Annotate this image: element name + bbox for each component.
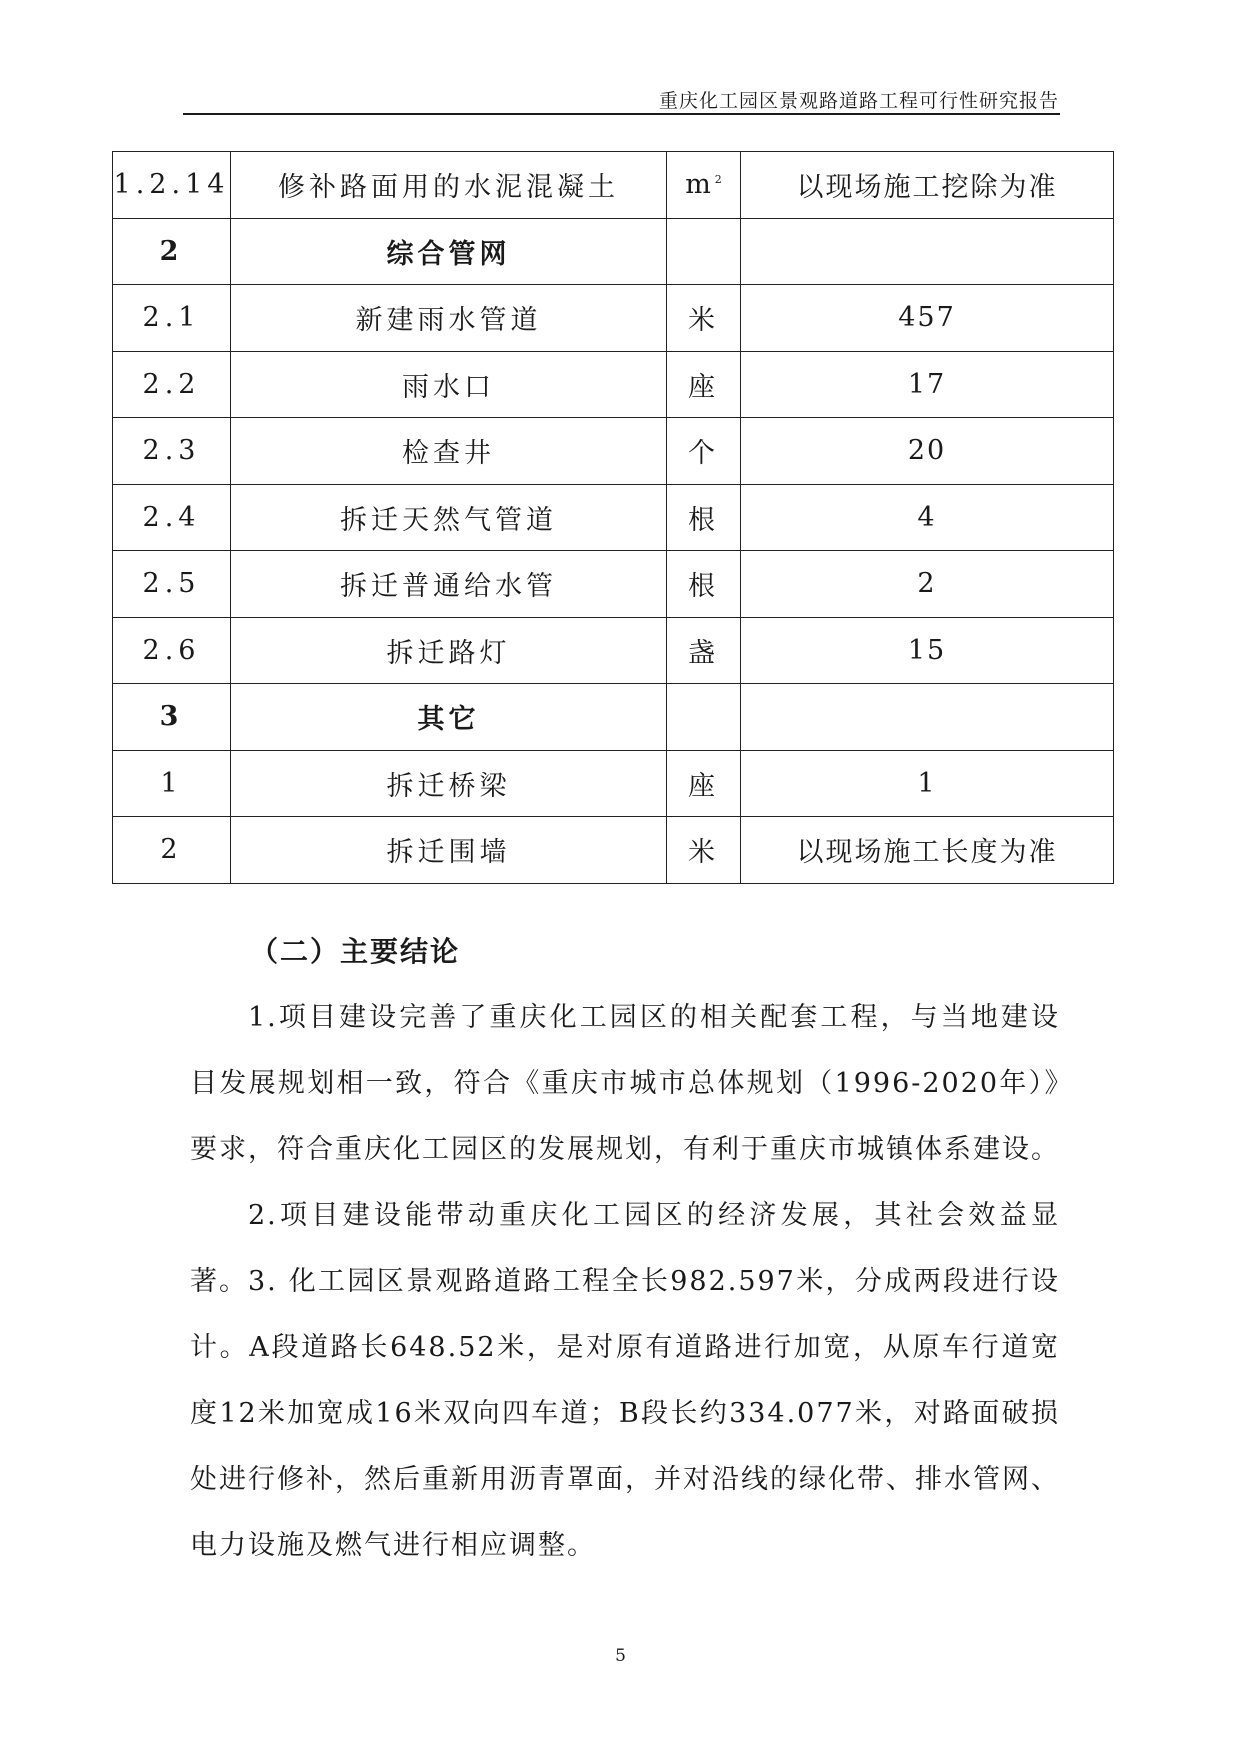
table-row <box>113 684 1114 751</box>
item-name-cell: 新建雨水管道 <box>231 285 667 352</box>
quantity-cell: 1 <box>741 750 1114 817</box>
item-number-cell: 2 <box>113 817 231 884</box>
unit-cell <box>667 285 741 352</box>
table-row <box>113 285 1114 352</box>
item-number-cell: 2.3 <box>113 418 231 485</box>
quantity-cell: 15 <box>741 617 1114 684</box>
table-row <box>113 484 1114 551</box>
quantity-cell: 以现场施工挖除为准 <box>741 152 1114 219</box>
item-number-cell: 2.6 <box>113 617 231 684</box>
item-name-cell: 修补路面用的水泥混凝土 <box>231 152 667 219</box>
item-number-cell: 1.2.14 <box>113 152 231 219</box>
unit-cell <box>667 152 741 219</box>
conclusion-text-2: 2.项目建设能带动重庆化工园区的经济发展，其社会效益显著。 <box>190 1200 1060 1297</box>
table-row <box>113 152 1114 219</box>
unit-cell <box>667 551 741 618</box>
conclusion-paragraph-3 <box>190 1249 1060 1579</box>
item-name-cell: 拆迁普通给水管 <box>231 551 667 618</box>
quantity-cell: 2 <box>741 551 1114 618</box>
page-number: 5 <box>615 1646 626 1666</box>
item-number-cell: 2.2 <box>113 351 231 418</box>
quantity-cell <box>741 218 1114 285</box>
unit-text: 米 <box>688 837 719 869</box>
item-number-cell: 2 <box>113 218 231 285</box>
item-name-cell: 拆迁路灯 <box>231 617 667 684</box>
unit-cell <box>667 750 741 817</box>
item-number-cell: 2.4 <box>113 484 231 551</box>
table-row <box>113 617 1114 684</box>
quantities-table <box>112 151 1114 884</box>
item-number-cell: 1 <box>113 750 231 817</box>
table-row <box>113 218 1114 285</box>
unit-cell <box>667 684 741 751</box>
conclusion-text-1: 1.项目建设完善了重庆化工园区的相关配套工程，与当地建设目发展规划相一致，符合《重庆市城市总体规划（1996-2020年）》要求，符合重庆化工园区的发展规划，有利于重庆市城镇体系建设。 <box>190 1002 1060 1165</box>
unit-cell <box>667 617 741 684</box>
item-name-cell: 检查井 <box>231 418 667 485</box>
conclusion-paragraph-1 <box>190 985 1060 1183</box>
unit-text: 座 <box>688 770 719 802</box>
quantity-cell <box>741 684 1114 751</box>
item-name-cell: 拆迁围墙 <box>231 817 667 884</box>
unit-text: 个 <box>688 438 719 470</box>
unit-text: 米 <box>688 305 719 337</box>
unit-cell <box>667 351 741 418</box>
item-name-cell: 综合管网 <box>231 218 667 285</box>
unit-superscript: 2 <box>714 173 722 187</box>
section-heading: （二）主要结论 <box>250 935 461 968</box>
item-name-cell: 拆迁天然气管道 <box>231 484 667 551</box>
item-number-cell: 2.5 <box>113 551 231 618</box>
item-number-cell: 2.1 <box>113 285 231 352</box>
item-name-cell: 雨水口 <box>231 351 667 418</box>
quantity-cell: 17 <box>741 351 1114 418</box>
unit-text: 根 <box>688 504 719 536</box>
item-name-cell: 拆迁桥梁 <box>231 750 667 817</box>
unit-cell <box>667 817 741 884</box>
unit-text: m <box>685 169 715 201</box>
running-header-title: 重庆化工园区景观路道路工程可行性研究报告 <box>658 90 1059 112</box>
unit-text: 根 <box>688 571 719 603</box>
header-rule <box>183 113 1060 115</box>
quantity-cell: 以现场施工长度为准 <box>741 817 1114 884</box>
item-number-cell: 3 <box>113 684 231 751</box>
quantity-cell: 457 <box>741 285 1114 352</box>
table-row <box>113 750 1114 817</box>
table-body <box>113 152 1114 884</box>
table-row <box>113 551 1114 618</box>
unit-cell <box>667 484 741 551</box>
quantity-cell: 20 <box>741 418 1114 485</box>
quantity-cell: 4 <box>741 484 1114 551</box>
table-row <box>113 418 1114 485</box>
conclusion-text-3: 3. 化工园区景观路道路工程全长982.597米，分成两段进行设计。A段道路长648.52米，是对原有道路进行加宽，从原车行道宽度12米加宽成16米双向四车道；B段长约334.077米，对路面破损处进行修补，然后重新用沥青罩面，并对沿线的绿化带、排水管网、电力设施及燃气进行相应调整。 <box>190 1266 1060 1561</box>
table-row <box>113 351 1114 418</box>
unit-text: 盏 <box>688 637 719 669</box>
unit-cell <box>667 418 741 485</box>
unit-cell <box>667 218 741 285</box>
table-row <box>113 817 1114 884</box>
unit-text: 座 <box>688 371 719 403</box>
item-name-cell: 其它 <box>231 684 667 751</box>
